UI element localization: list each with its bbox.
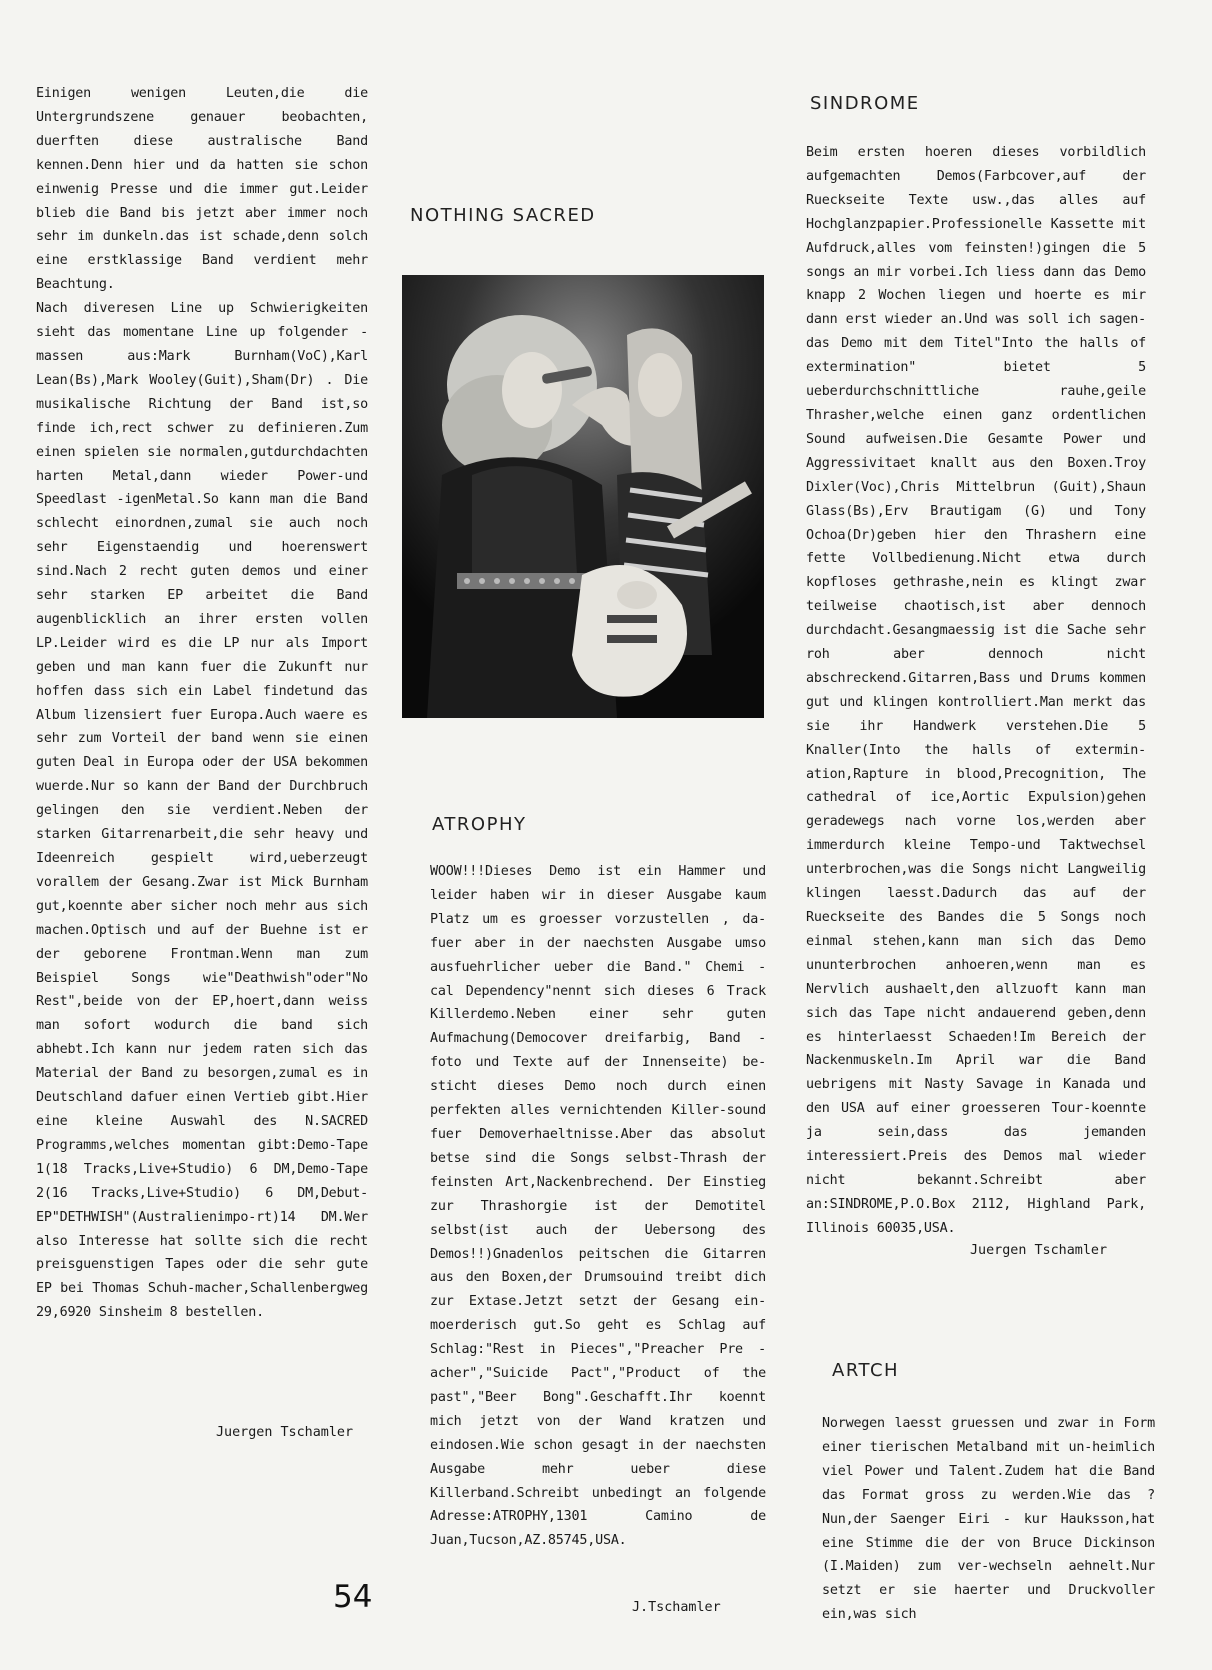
nothing-sacred-article — [36, 82, 368, 1325]
sindrome-signature: Juergen Tschamler — [970, 1243, 1108, 1258]
nothing-sacred-intro: Einigen wenigen Leuten,die die Untergrundszene genauer beobachten, duerften diese australische Band kennen.Denn hier und da hatten sie schon einwenig Presse und die immer gut.Leider blieb die Band bis jetzt aber immer noch sehr im dunkeln.das ist schade,denn solch eine erstklassige Band verdient mehr Beachtung. — [36, 86, 368, 293]
atrophy-body: WOOW!!!Dieses Demo ist ein Hammer und leider haben wir in dieser Ausgabe kaum Platz um es groesser vorzustellen , da-fuer aber in der naechsten Ausgabe umso ausfuehrlicher ueber die Band." Chemi - cal Dependency"nennt sich dieses 6 Track Killerdemo.Neben einer sehr guten Aufmachung(Democover dreifarbig, Band - foto und Texte auf der Innenseite) be-sticht dieses Demo noch durch einen perfekten alles vernichtenden Killer-sound fuer Demoverhaeltnisse.Aber das absolut betse sind die Songs selbst-Thrash der feinsten Art,Nackenbrechend. Der Einstieg zur Thrashorgie ist der Demotitel selbst(ist auch der Uebersong des Demos!!)Gnadenlos peitschen die Gitarren aus den Boxen,der Drumsouind treibt dich zur Extase.Jetzt setzt der Gesang ein-moerderisch gut.So geht es Schlag auf Schlag:"Rest in Pieces","Preacher Pre -acher","Suicide Pact","Product of the past","Beer Bong".Geschafft.Ihr koennt mich jetzt von der Wand kratzen und eindosen.Wie schon gesagt in der naechsten Ausgabe mehr ueber diese Killerband.Schreibt unbedingt an folgende Adresse:ATROPHY,1301 Camino de Juan,Tucson,AZ.85745,USA. — [430, 864, 766, 1549]
sindrome-body: Beim ersten hoeren dieses vorbildlich aufgemachten Demos(Farbcover,auf der Rueckseite Texte usw.,das alles auf Hochglanzpapier.Professionelle Kassette mit Aufdruck,alles vom feinsten!)gingen die 5 songs an mir vorbei.Ich liess dann das Demo knapp 2 Wochen liegen und hoerte es mir dann erst wieder an.Und was soll ich sagen-das Demo mit dem Titel"Into the halls of extermination" bietet 5 ueberdurchschnittliche rauhe,geile Thrasher,welche einen ganz ordentlichen Sound aufweisen.Die Gesamte Power und Aggressivitaet knallt aus den Boxen.Troy Dixler(Voc),Chris Mittelbrun (Guit),Shaun Glass(Bs),Erv Brautigam (G) und Tony Ochoa(Dr)geben hier den Thrashern eine fette Vollbedienung.Nicht etwa durch kopfloses gethrashe,nein es klingt zwar teilweise chaotisch,ist aber dennoch durchdacht.Gesangmaessig ist die Sache sehr roh aber dennoch nicht abschreckend.Gitarren,Bass und Drums kommen gut und klingen kontrolliert.Man merkt das sie ihr Handwerk verstehen.Die 5 Knaller(Into the halls of extermin-ation,Rapture in blood,Precognition, The cathedral of ice,Aortic Expulsion)gehen geradewegs nach vorne los,werden aber immerdurch kleine Tempo-und Taktwechsel unterbrochen,was die Songs nicht Langweilig klingen laesst.Dadurch das auf der Rueckseite des Bandes die 5 Songs noch einmal stehen,kann man sich das Demo ununterbrochen anhoeren,wenn man es Nervlich aushaelt,den allzuoft kann man sich das Tape nicht andauerend geben,denn es hinterlaesst Schaeden!Im Bereich der Nackenmuskeln.Im April war die Band uebrigens mit Nasty Savage in Kanada und den USA auf einer groesseren Tour-koennte ja sein,dass das jemanden interessiert.Preis des Demos mal wieder nicht bekannt.Schreibt aber an:SINDROME,P.O.Box 2112, Highland Park, Illinois 60035,USA. — [806, 145, 1146, 1236]
band-photo — [402, 275, 764, 718]
atrophy-heading: ATROPHY — [432, 814, 527, 835]
nothing-sacred-heading: NOTHING SACRED — [410, 205, 596, 226]
sindrome-heading: SINDROME — [810, 93, 920, 114]
band-photo-image — [402, 275, 764, 718]
nothing-sacred-body: Nach diveresen Line up Schwierigkeiten sieht das momentane Line up folgender -massen aus:Mark Burnham(VoC),Karl Lean(Bs),Mark Wooley(Guit),Sham(Dr) . Die musikalische Richtung der Band ist,so finde ich,rect schwer zu definieren.Zum einen spielen sie normalen,gutdurchdachten harten Metal,dann wieder Power-und Speedlast -igenMetal.So kann man die Band schlecht einordnen,zumal sie auch noch sehr Eigenstaendig und hoerenswert sind.Nach 2 recht guten demos und einer sehr starken EP arbeitet die Band augenblicklich an ihrer ersten vollen LP.Leider wird es die LP nur als Import geben und man kann fuer die Zukunft nur hoffen dass sich ein Label findetund das Album lizensiert fuer Europa.Auch waere es sehr zum Vorteil der band wenn sie einen guten Deal in Europa oder der USA bekommen wuerde.Nur so kann der Band der Durchbruch gelingen den sie verdient.Neben der starken Gitarrenarbeit,die sehr heavy und Ideenreich gespielt wird,ueberzeugt vorallem der Gesang.Zwar ist Mick Burnham gut,koennte aber sicher noch mehr aus sich machen.Optisch und auf der Buehne ist er der geborene Frontman.Wenn man zum Beispiel Songs wie"Deathwish"oder"No Rest",beide von der EP,hoert,dann weiss man sofort wodurch die band sich abhebt.Ich kann nur jedem raten sich das Material der Band zu besorgen,zumal es in Deutschland dafuer einen Vertieb gibt.Hier eine kleine Auswahl des N.SACRED Programms,welches momentan gibt:Demo-Tape 1(18 Tracks,Live+Studio) 6 DM,Demo-Tape 2(16 Tracks,Live+Studio) 6 DM,Debut-EP"DETHWISH"(Australienimpo-rt)14 DM.Wer also Interesse hat sollte sich die recht preisguenstigen Tapes oder die sehr gute EP bei Thomas Schuh-macher,Schallenbergweg 29,6920 Sinsheim 8 bestellen. — [36, 301, 368, 1321]
artch-heading: ARTCH — [832, 1360, 900, 1381]
artch-article — [822, 1412, 1155, 1652]
atrophy-article — [430, 860, 766, 1553]
atrophy-signature: J.Tschamler — [632, 1600, 721, 1615]
sindrome-article — [806, 141, 1146, 1241]
artch-body: Norwegen laesst gruessen und zwar in Form einer tierischen Metalband mit un-heimlich viel Power und Talent.Zudem hat die Band das Format gross zu werden.Wie das ? Nun,der Saenger Eiri - kur Hauksson,hat eine Stimme die der von Bruce Dickinson (I.Maiden) zum ver-wechseln aehnelt.Nur setzt er sie haerter und Druckvoller ein,was sich — [822, 1416, 1155, 1623]
nothing-sacred-signature: Juergen Tschamler — [216, 1425, 354, 1440]
page-number: 54 — [333, 1579, 373, 1615]
